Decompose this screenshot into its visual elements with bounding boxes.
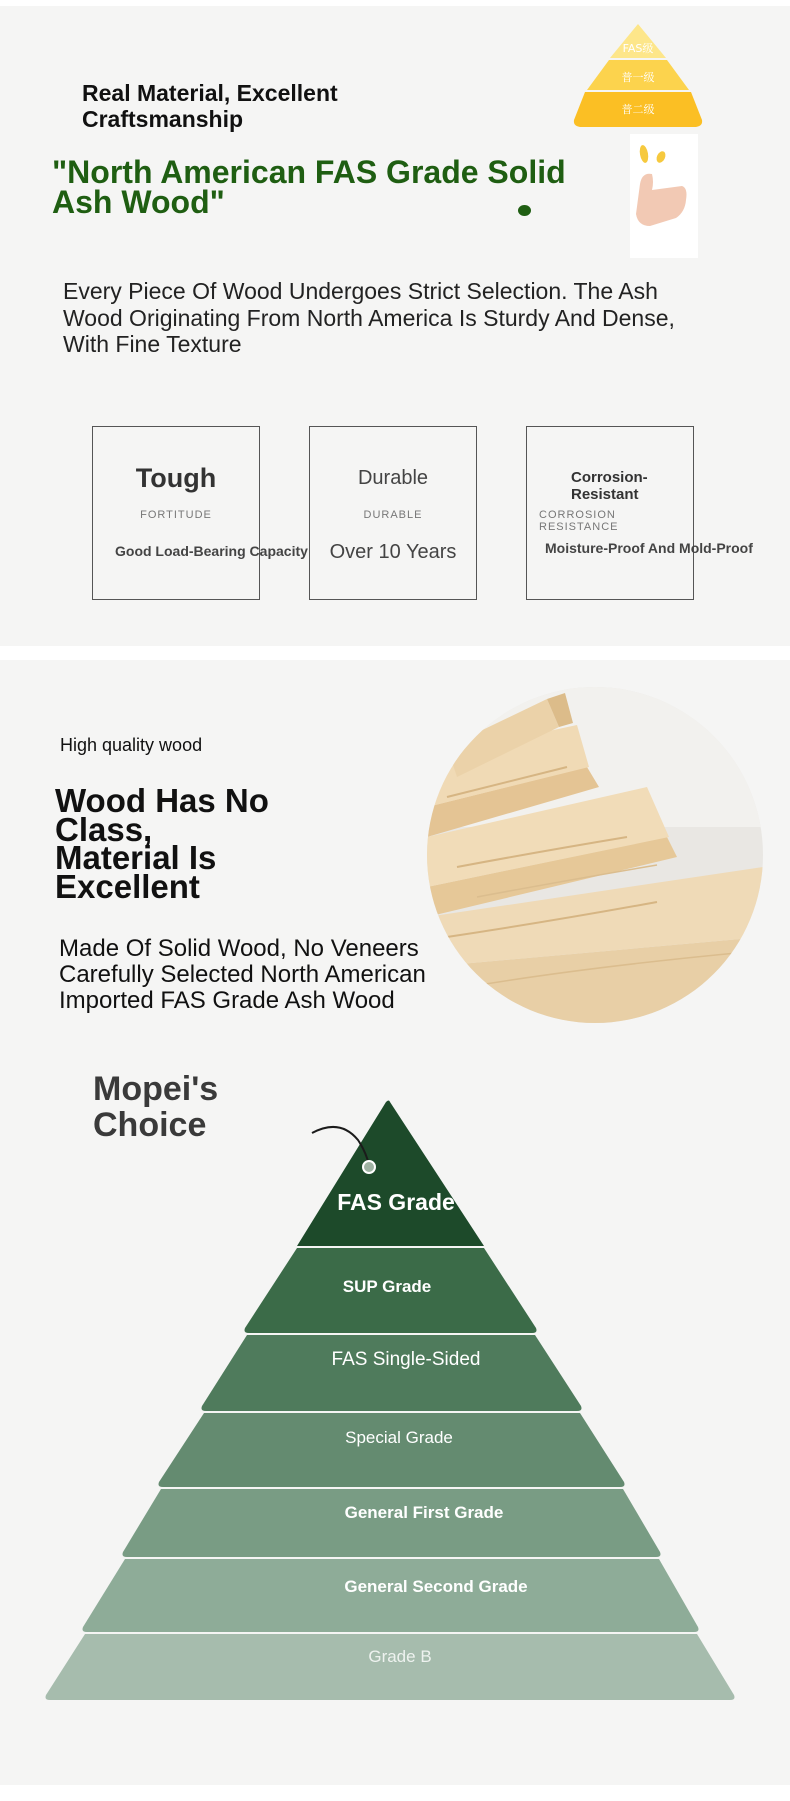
feature-description: Moisture-Proof And Mold-Proof xyxy=(545,540,753,556)
pyramid-layer xyxy=(123,1489,661,1557)
wood-boards-image xyxy=(427,687,763,1023)
section-heading: Wood Has No Class, Material Is Excellent xyxy=(55,782,269,905)
feature-description: Good Load-Bearing Capacity xyxy=(115,543,308,559)
choice-label: Mopei's Choice xyxy=(93,1070,219,1144)
pointer-dot-icon xyxy=(363,1161,375,1173)
grade-label: FAS Grade xyxy=(337,1189,455,1215)
feature-title: Durable xyxy=(357,467,429,489)
decorative-dot xyxy=(518,205,531,216)
feature-card-tough xyxy=(92,426,308,600)
pyramid-layer xyxy=(159,1413,625,1487)
feature-subtitle: CORROSION RESISTANCE xyxy=(539,509,619,533)
feature-subtitle: DURABLE xyxy=(363,509,423,521)
feature-title: Tough xyxy=(135,463,217,493)
pyramid-layer xyxy=(46,1634,735,1700)
section-heading: Real Material, Excellent Craftsmanship xyxy=(82,80,338,132)
mini-pyramid-label: 普二级 xyxy=(621,103,655,116)
wood-description: Every Piece Of Wood Undergoes Strict Selection. The Ash Wood Originating From North America Is Sturdy And Dense, With Fine Texture xyxy=(63,278,675,357)
section-label: High quality wood xyxy=(60,735,203,755)
mini-pyramid-label: FAS级 xyxy=(622,42,654,55)
grade-pyramid xyxy=(0,1090,790,1710)
grade-label: General Second Grade xyxy=(344,1577,528,1596)
mini-pyramid-label: 普一级 xyxy=(621,71,655,84)
grade-label: SUP Grade xyxy=(342,1277,432,1296)
grade-label: Grade B xyxy=(368,1647,432,1666)
material-description: Made Of Solid Wood, No Veneers Carefully Selected North American Imported FAS Grade Ash Wood xyxy=(59,935,426,1014)
grade-pyramid-icon xyxy=(568,20,708,140)
feature-card-corrosion-resistant xyxy=(526,426,753,600)
pyramid-layer xyxy=(297,1101,484,1247)
product-title: "North American FAS Grade Solid Ash Wood" xyxy=(52,154,566,220)
feature-description: Over 10 Years xyxy=(329,541,457,563)
feature-title: Corrosion-Resistant xyxy=(571,469,648,503)
grade-label: FAS Single-Sided xyxy=(331,1349,481,1370)
grade-label: Special Grade xyxy=(345,1428,453,1447)
grade-label: General First Grade xyxy=(344,1503,504,1522)
thumbs-up-icon xyxy=(630,134,698,258)
feature-subtitle: FORTITUDE xyxy=(140,509,212,521)
pyramid-layer xyxy=(202,1335,582,1411)
feature-card-durable xyxy=(309,426,477,600)
